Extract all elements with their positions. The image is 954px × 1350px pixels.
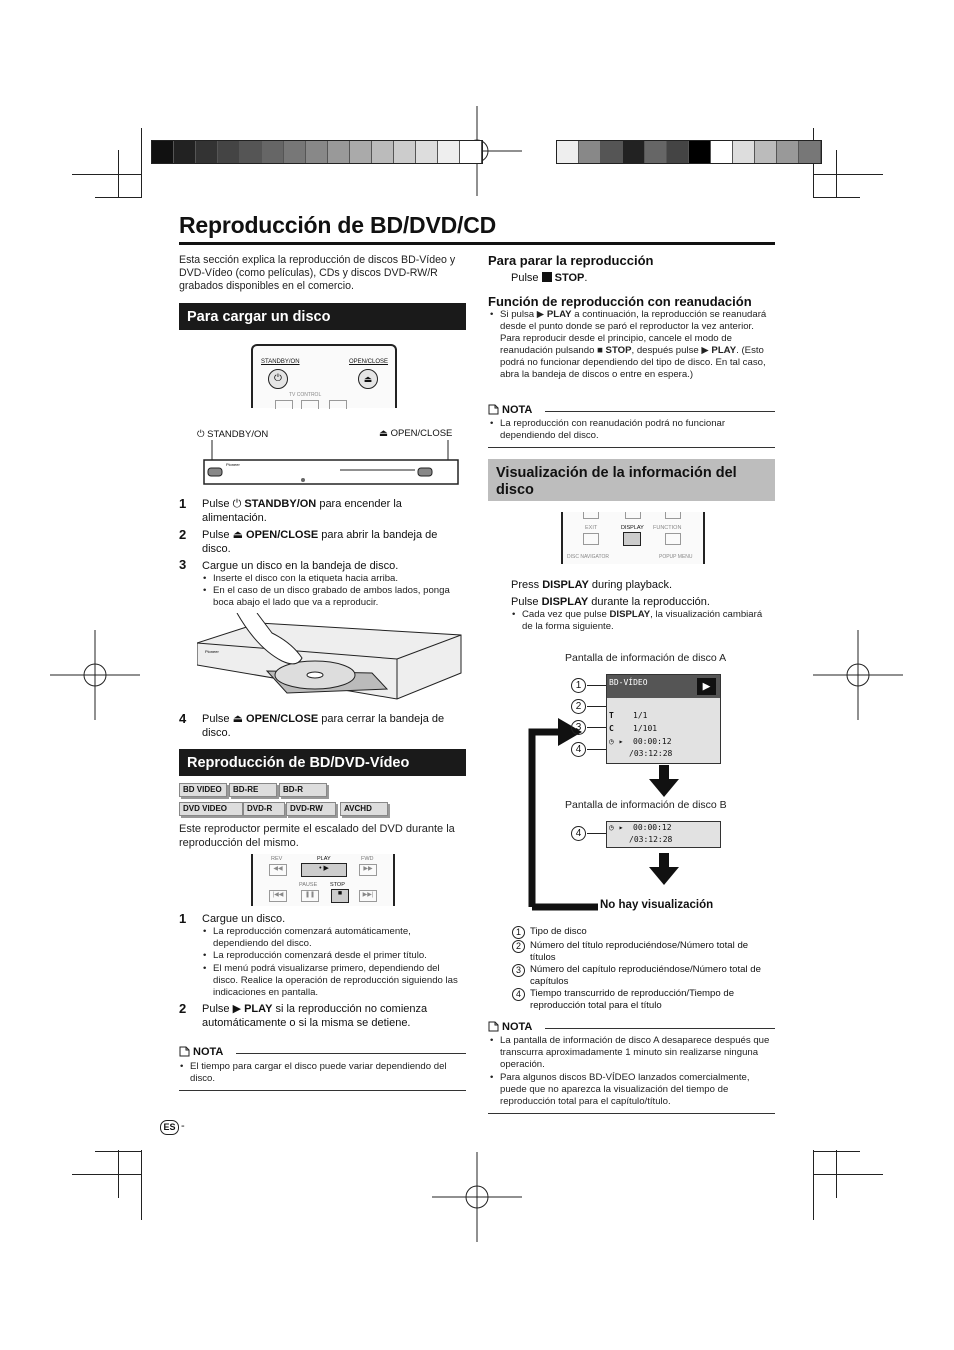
callout-4: 4 <box>571 742 586 757</box>
display-button[interactable] <box>623 532 641 546</box>
exit-button[interactable] <box>583 533 599 545</box>
remote-illustration-standby <box>251 344 397 408</box>
resume-nota-heading: NOTA <box>502 404 533 416</box>
elapsed-time-value: 00:00:12 <box>633 737 672 746</box>
remote-label-disc-nav: DISC NAVIGATOR <box>567 554 609 560</box>
cal-left-swatch <box>218 141 240 163</box>
cal-right-swatch <box>711 141 733 163</box>
disc-type-value: BD-VÍDEO <box>609 678 648 687</box>
title-icon: T <box>609 711 614 720</box>
format-badge-avchd: AVCHD <box>340 802 388 816</box>
crosshair-left-icon <box>50 630 140 720</box>
svg-text:Pioneer: Pioneer <box>226 462 240 467</box>
rev-button[interactable]: ◀◀ <box>269 864 287 876</box>
remote-label-rev: REV <box>271 856 283 862</box>
cal-left-swatch <box>416 141 438 163</box>
resume-nota-text: • La reproducción con reanudación podrá no funcionar dependiendo del disco. <box>500 418 774 442</box>
remote-label-openclose: OPEN/CLOSE <box>349 359 389 365</box>
press-display-en: Press DISPLAY during playback. <box>511 579 673 591</box>
page-number-dash: - <box>181 1120 185 1132</box>
standby-button[interactable]: ⏻ <box>268 369 288 389</box>
remote-label-function: FUNCTION <box>653 525 682 531</box>
cal-left-swatch <box>438 141 460 163</box>
remote-label-tv-control: TV CONTROL <box>289 392 322 398</box>
elapsed-time-b: 00:00:12 <box>633 823 672 832</box>
play-status-icon: ▶ <box>697 678 716 695</box>
callout-1: 1 <box>571 678 586 693</box>
total-time-b: /03:12:28 <box>629 835 673 844</box>
chapter-value: 1/101 <box>633 724 658 733</box>
cal-right-swatch <box>645 141 667 163</box>
color-calibration-bar-right <box>556 140 822 164</box>
display-bullet: • Cada vez que pulse DISPLAY, la visualización cambiará de la forma siguiente. <box>522 609 767 633</box>
fwd-button[interactable]: ▶▶ <box>359 864 377 876</box>
cal-left-swatch <box>152 141 174 163</box>
info-nota-heading: NOTA <box>502 1021 533 1033</box>
cal-right-swatch <box>799 141 821 163</box>
step-3-bullet-2: • En el caso de un disco grabado de ambos lados, ponga boca abajo el lado que va a reproducir. <box>213 585 463 609</box>
title-rule <box>179 242 775 245</box>
next-button[interactable]: ▶▶| <box>359 890 377 902</box>
legend-item-3: 3 Número del capítulo reproduciéndose/Número total de capítulos <box>512 964 774 988</box>
section-heading-info: Visualización de la información del disco <box>488 459 775 501</box>
step-3-text: Cargue un disco en la bandeja de disco. <box>202 560 399 572</box>
cal-right-swatch <box>623 141 645 163</box>
legend-item-4: 4 Tiempo transcurrido de reproducción/Tiempo de reproducción total para el título <box>512 988 774 1012</box>
info-nota-item-1: • La pantalla de información de disco A desaparece después que transcurra aproximadamente 1 minuto sin realizarse ninguna operación. <box>500 1035 776 1071</box>
intro-paragraph: Esta sección explica la reproducción de discos BD-Vídeo y DVD-Vídeo (como películas), CDs y discos DVD-RW/R grabados disponibles en el comercio. <box>179 254 456 292</box>
cal-right-swatch <box>601 141 623 163</box>
color-calibration-bar-left <box>151 140 483 164</box>
remote-illustration-display <box>561 512 705 564</box>
cal-left-swatch <box>372 141 394 163</box>
info-note-icon <box>488 1021 499 1032</box>
cal-left-swatch <box>328 141 350 163</box>
screen-a-label: Pantalla de información de disco A <box>565 652 727 664</box>
screen-b-label: Pantalla de información de disco B <box>565 799 727 811</box>
cycle-arrow-icon <box>520 712 600 912</box>
play-button[interactable]: • ▶ <box>301 863 347 877</box>
play-nota-bottom-rule <box>179 1090 466 1091</box>
clock-icon: ◷ ▸ <box>609 737 624 746</box>
section-heading-load: Para cargar un disco <box>179 303 466 330</box>
step-2-text: Pulse ⏏ OPEN/CLOSE para abrir la bandeja de disco. <box>202 529 438 555</box>
play-intro: Este reproductor permite el escalado del DVD durante la reproducción del mismo. <box>179 823 455 849</box>
cal-right-swatch <box>667 141 689 163</box>
cal-left-swatch <box>350 141 372 163</box>
cal-right-swatch <box>777 141 799 163</box>
pause-button[interactable]: ❚❚ <box>301 890 319 902</box>
info-screen-a <box>606 674 721 764</box>
play-nota-text: • El tiempo para cargar el disco puede variar dependiendo del disco. <box>190 1061 464 1085</box>
player-front-illustration <box>200 440 462 490</box>
cal-left-swatch <box>240 141 262 163</box>
down-arrow-icon-1 <box>649 765 679 797</box>
cal-left-swatch <box>394 141 416 163</box>
cal-right-swatch <box>733 141 755 163</box>
down-arrow-icon-2 <box>649 853 679 885</box>
svg-text:Pioneer: Pioneer <box>205 649 219 654</box>
clock-icon-b: ◷ ▸ <box>609 823 624 832</box>
format-badge-bd-re: BD-RE <box>229 783 277 797</box>
section-heading-play: Reproducción de BD/DVD-Vídeo <box>179 749 466 776</box>
openclose-button[interactable]: ⏏ <box>358 369 378 389</box>
info-screen-b <box>606 821 721 848</box>
stop-heading: Para parar la reproducción <box>488 253 654 268</box>
step-1-number: 1 <box>179 496 187 511</box>
format-badge-bd-r: BD-R <box>279 783 327 797</box>
disc-loading-illustration <box>197 613 463 705</box>
callout-4-b: 4 <box>571 826 586 841</box>
stop-button[interactable]: ■ <box>331 889 349 903</box>
cal-left-swatch <box>306 141 328 163</box>
step-4-text: Pulse ⏏ OPEN/CLOSE para cerrar la bandeja de disco. <box>202 713 445 739</box>
cal-right-swatch <box>689 141 711 163</box>
remote-label-fwd: FWD <box>361 856 374 862</box>
play-step-2-text: Pulse ▶ PLAY si la reproducción no comienza automáticamente o si la misma se detiene. <box>202 1003 428 1029</box>
cal-left-swatch <box>174 141 196 163</box>
format-badge-bd-video: BD VIDEO <box>179 783 227 797</box>
resume-nota-bottom-rule <box>488 447 775 448</box>
step-1-text: Pulse ⏻ STANDBY/ON para encender la alimentación. <box>202 498 402 524</box>
format-badge-dvd-video: DVD VIDEO <box>179 802 243 816</box>
step-2-number: 2 <box>179 527 187 542</box>
total-time-value: /03:12:28 <box>629 749 673 758</box>
step-3-bullet-1: • Inserte el disco con la etiqueta hacia arriba. <box>213 573 463 585</box>
resume-note-icon <box>488 404 499 415</box>
no-display-label: No hay visualización <box>600 899 714 911</box>
play-step-1-bullet-2: • La reproducción comenzará desde el primer título. <box>213 950 463 962</box>
remote-label-display: DISPLAY <box>621 525 644 531</box>
chapter-icon: C <box>609 724 614 733</box>
step-3-number: 3 <box>179 557 187 572</box>
crosshair-right-icon <box>813 630 903 720</box>
language-badge: ES <box>160 1120 179 1135</box>
play-nota-heading: NOTA <box>193 1046 224 1058</box>
format-badge-dvd-rw: DVD-RW <box>286 802 336 816</box>
remote-illustration-transport <box>251 854 395 906</box>
play-step-1-number: 1 <box>179 911 187 926</box>
play-step-1-text: Cargue un disco. <box>202 913 286 925</box>
note-icon <box>179 1046 190 1057</box>
page-title: Reproducción de BD/DVD/CD <box>179 212 497 238</box>
cal-left-swatch <box>284 141 306 163</box>
function-button[interactable] <box>665 533 681 545</box>
callout-2: 2 <box>571 699 586 714</box>
legend-item-1: 1 Tipo de disco <box>512 926 774 938</box>
resume-text: • Si pulsa ▶ PLAY a continuación, la reproducción se reanudará desde el punto donde se paró el reproductor la vez anterior. Para reproducir desde el principio, cancele el modo de reanudación pulsando ■ STOP, después pulse ▶ PLAY. (Esto podrá no funcionar dependiendo del tipo de disco. En tal caso, abra la bandeja de discos o entre en espera.) <box>500 309 775 381</box>
player-label-openclose: ⏏ OPEN/CLOSE <box>379 428 453 439</box>
resume-heading: Función de reproducción con reanudación <box>488 294 752 309</box>
play-step-2-number: 2 <box>179 1001 187 1016</box>
resume-nota-rule <box>545 411 775 412</box>
player-label-standby: ⏻ STANDBY/ON <box>197 429 269 440</box>
crosshair-bottom-icon <box>432 1152 522 1242</box>
remote-label-standby: STANDBY/ON <box>261 359 300 365</box>
cal-left-swatch <box>196 141 218 163</box>
step-4-number: 4 <box>179 711 187 726</box>
info-nota-rule <box>545 1028 775 1029</box>
info-nota-bottom-rule <box>488 1113 775 1114</box>
prev-button[interactable]: |◀◀ <box>269 890 287 902</box>
info-nota-item-2: • Para algunos discos BD-VÍDEO lanzados comercialmente, puede que no aparezca la visualización del tiempo de reproducción total para el capítulo/título. <box>500 1072 776 1108</box>
format-badge-dvd-r: DVD-R <box>243 802 285 816</box>
play-nota-rule <box>236 1053 466 1054</box>
cal-left-swatch <box>262 141 284 163</box>
press-display-es: Pulse DISPLAY durante la reproducción. <box>511 596 710 608</box>
remote-label-stop: STOP <box>330 882 345 888</box>
cal-left-swatch <box>460 141 482 163</box>
remote-label-popup: POPUP MENU <box>659 554 693 560</box>
remote-label-play: PLAY <box>317 856 331 862</box>
title-value: 1/1 <box>633 711 648 720</box>
legend-item-2: 2 Número del título reproduciéndose/Número total de títulos <box>512 940 774 964</box>
cal-right-swatch <box>755 141 777 163</box>
play-step-1-bullet-1: • La reproducción comenzará automáticamente, dependiendo del disco. <box>213 926 463 950</box>
callout-3: 3 <box>571 720 586 735</box>
remote-label-exit: EXIT <box>585 525 598 531</box>
remote-label-pause: PAUSE <box>299 882 318 888</box>
cal-right-swatch <box>557 141 579 163</box>
play-step-1-bullet-3: • El menú podrá visualizarse primero, dependiendo del disco. Realice la operación de reproducción siguiendo las indicaciones en pantalla. <box>213 963 465 999</box>
stop-instruction: Pulse STOP. <box>511 272 588 284</box>
cal-right-swatch <box>579 141 601 163</box>
